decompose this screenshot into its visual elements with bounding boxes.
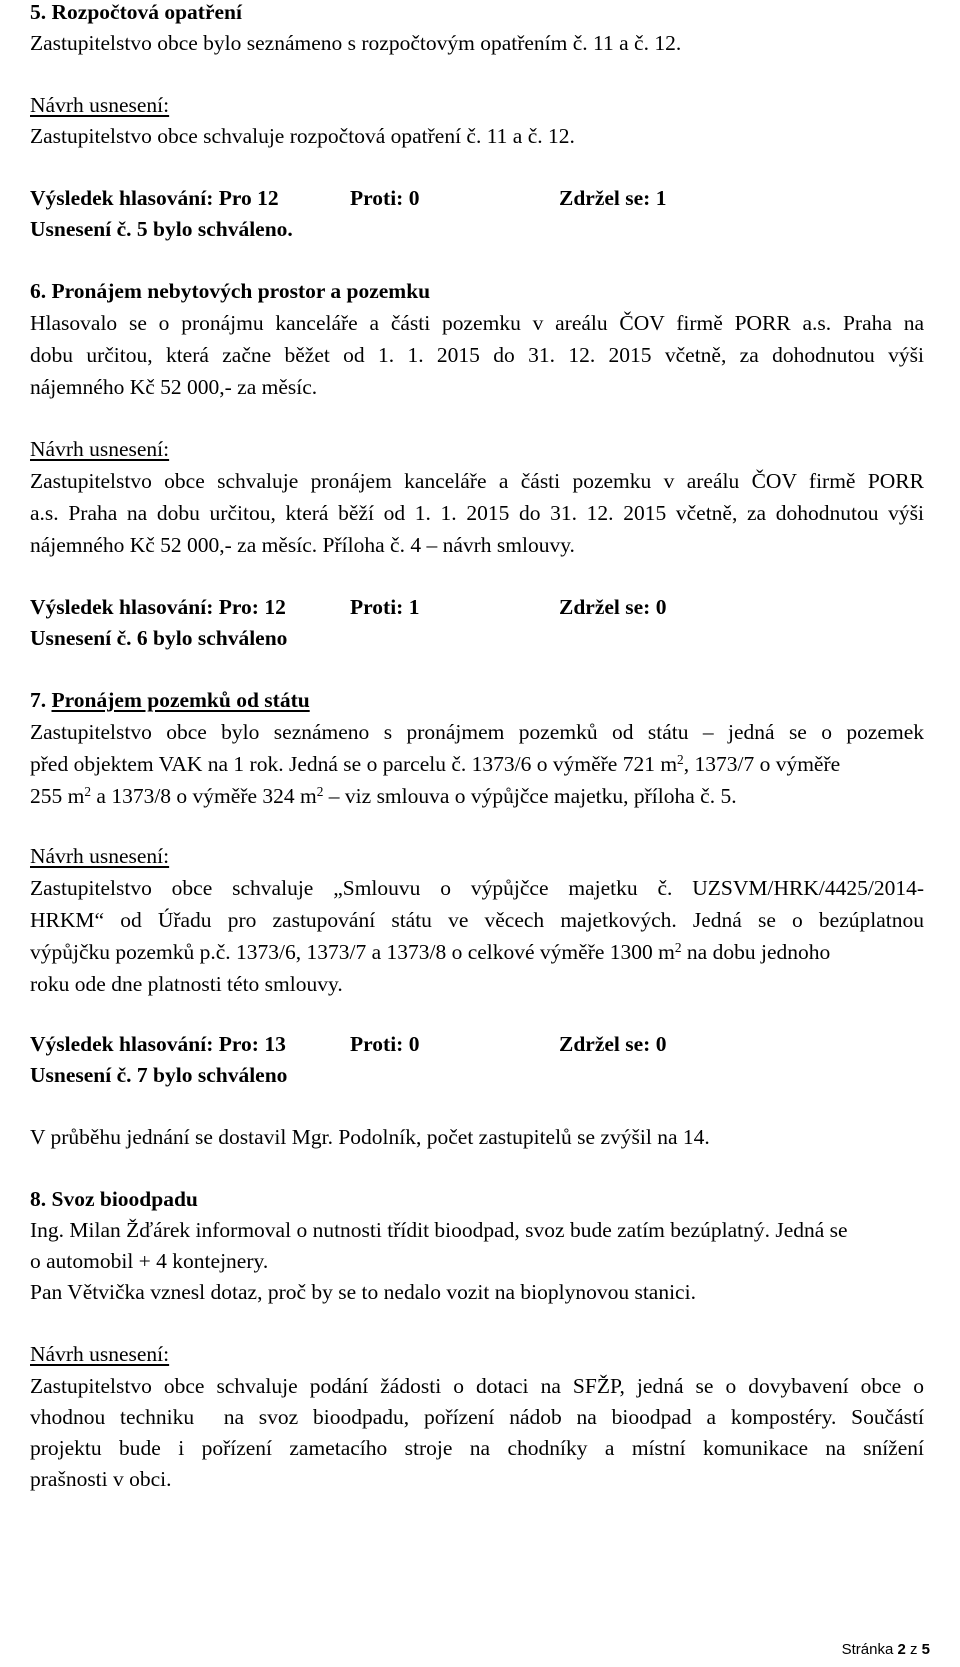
- section-8-proposal-line: projektu bude i pořízení zametacího stroje na chodníky a místní komunikace na snížení: [30, 1436, 924, 1460]
- section-8-proposal-line: Zastupitelstvo obce schvaluje podání žádosti o dotaci na SFŽP, jedná se o dovybavení obce o: [30, 1374, 924, 1398]
- section-7-result: Usnesení č. 7 bylo schváleno: [30, 1063, 288, 1087]
- section-7-proposal-line: HRKM“ od Úřadu pro zastupování státu ve věcech majetkových. Jedná se o bezúplatnou: [30, 908, 924, 932]
- section-6-proposal-label: Návrh usnesení:: [30, 437, 170, 461]
- section-7-proposal-line: roku ode dne platnosti této smlouvy.: [30, 972, 343, 996]
- section-6-heading: 6. Pronájem nebytových prostor a pozemku: [30, 279, 431, 303]
- vote-proti: Proti: 0: [350, 1032, 420, 1056]
- vote-zdrzel: Zdržel se: 0: [559, 1032, 667, 1056]
- vote-zdrzel: Zdržel se: 0: [559, 595, 667, 619]
- page-number: Stránka 2 z 5: [841, 1641, 930, 1658]
- section-7-text-line: 255 $m^2$ a 1373/8 o výměře 324 $m^2$ – viz smlouva o výpůjčce majetku, příloha č. 5.: [30, 783, 737, 808]
- section-7-text-line: Zastupitelstvo obce bylo seznámeno s pronájmem pozemků od státu – jedná se o pozemek: [30, 720, 924, 744]
- vote-proti: Proti: 0: [350, 186, 420, 210]
- section-5-text: Zastupitelstvo obce bylo seznámeno s rozpočtovým opatřením č. 11 a č. 12.: [30, 31, 682, 55]
- section-6-result: Usnesení č. 6 bylo schváleno: [30, 626, 288, 650]
- section-8-proposal-line: vhodnou techniku na svoz bioodpadu, pořízení nádob na bioodpad a kompostéry. Součástí: [30, 1405, 924, 1429]
- section-7-proposal-line: výpůjčku pozemků p.č. 1373/6, 1373/7 a 1373/8 o celkové výměře 1300 $m^2$ na dobu jednoho: [30, 939, 831, 964]
- section-8-proposal-label: Návrh usnesení:: [30, 1342, 170, 1366]
- section-8-heading: 8. Svoz bioodpadu: [30, 1187, 198, 1211]
- vote-pro: Výsledek hlasování: Pro 12: [30, 186, 279, 210]
- section-8-text-line: Pan Větvička vznesl dotaz, proč by se to nedalo vozit na bioplynovou stanici.: [30, 1280, 696, 1304]
- section-8-proposal-line: prašnosti v obci.: [30, 1467, 172, 1491]
- section-6-text-line: dobu určitou, která začne běžet od 1. 1. 2015 do 31. 12. 2015 včetně, za dohodnutou výši: [30, 343, 924, 367]
- section-7-text-line: před objektem VAK na 1 rok. Jedná se o parcelu č. 1373/6 o výměře 721 $m^2$, 1373/7 o výměře: [30, 751, 841, 776]
- section-8-text-line: o automobil + 4 kontejnery.: [30, 1249, 269, 1273]
- section-5-result: Usnesení č. 5 bylo schváleno.: [30, 217, 293, 241]
- vote-pro: Výsledek hlasování: Pro: 13: [30, 1032, 286, 1056]
- vote-pro: Výsledek hlasování: Pro: 12: [30, 595, 286, 619]
- section-7-heading: 7. Pronájem pozemků od státu: [30, 688, 310, 712]
- section-5-proposal: Zastupitelstvo obce schvaluje rozpočtová opatření č. 11 a č. 12.: [30, 124, 575, 148]
- section-7-proposal-line: Zastupitelstvo obce schvaluje „Smlouvu o výpůjčce majetku č. UZSVM/HRK/4425/2014-: [30, 876, 924, 900]
- section-6-text-line: nájemného Kč 52 000,- za měsíc.: [30, 375, 318, 399]
- section-6-proposal-line: nájemného Kč 52 000,- za měsíc. Příloha č. 4 – návrh smlouvy.: [30, 533, 575, 557]
- section-7-proposal-label: Návrh usnesení:: [30, 844, 170, 868]
- section-8-text-line: Ing. Milan Žďárek informoval o nutnosti třídit bioodpad, svoz bude zatím bezúplatný. Jedná se: [30, 1218, 848, 1242]
- section-5-proposal-label: Návrh usnesení:: [30, 93, 170, 117]
- section-6-proposal-line: Zastupitelstvo obce schvaluje pronájem kanceláře a části pozemku v areálu ČOV firmě PORR: [30, 469, 924, 493]
- vote-proti: Proti: 1: [350, 595, 420, 619]
- section-6-text-line: Hlasovalo se o pronájmu kanceláře a části pozemku v areálu ČOV firmě PORR a.s. Praha na: [30, 311, 924, 335]
- section-6-proposal-line: a.s. Praha na dobu určitou, která běží od 1. 1. 2015 do 31. 12. 2015 včetně, za dohodnutou výši: [30, 501, 924, 525]
- attendance-note: V průběhu jednání se dostavil Mgr. Podolník, počet zastupitelů se zvýšil na 14.: [30, 1125, 710, 1149]
- vote-zdrzel: Zdržel se: 1: [559, 186, 667, 210]
- section-5-heading: 5. Rozpočtová opatření: [30, 0, 242, 24]
